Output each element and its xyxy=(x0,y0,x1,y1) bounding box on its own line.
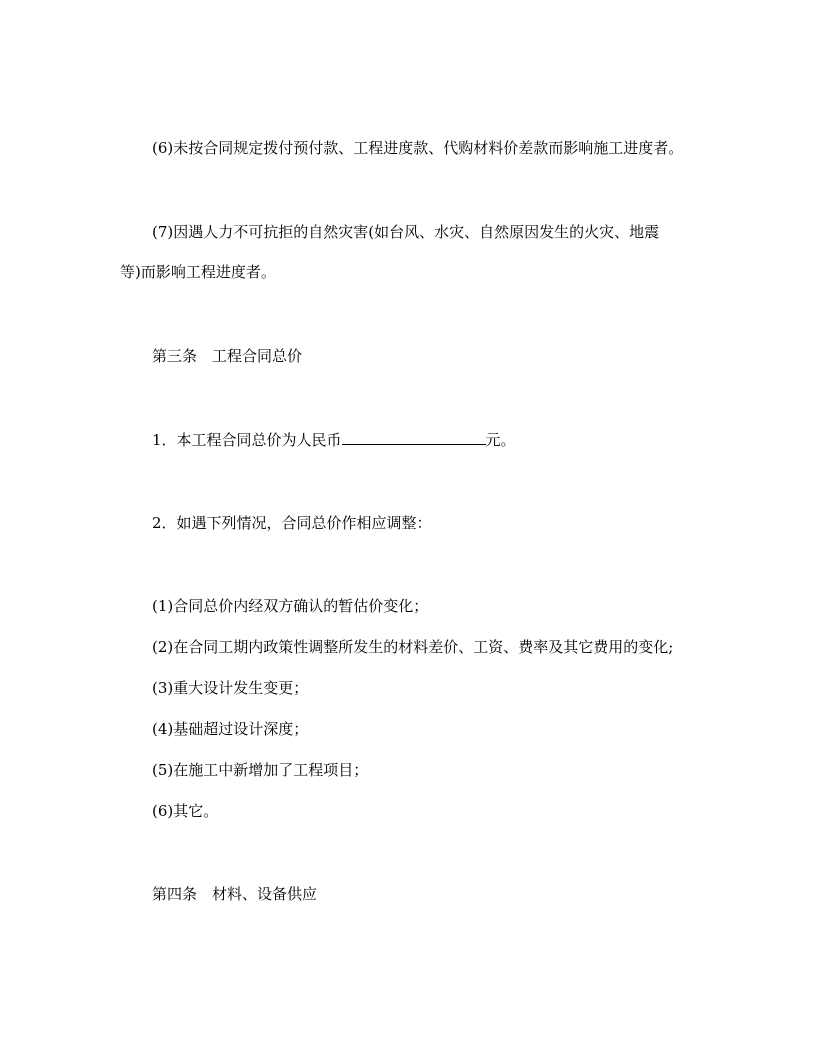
condition-item-1: (1)合同总价内经双方确认的暂估价变化； xyxy=(152,597,429,615)
article-3-heading: 第三条 工程合同总价 xyxy=(152,347,303,365)
article-3-clause-1 xyxy=(152,430,516,450)
paragraph-item-6: (6)未按合同规定拨付预付款、工程进度款、代购材料价差款而影响施工进度者。 xyxy=(152,139,684,157)
article-4-heading: 第四条 材料、设备供应 xyxy=(152,885,318,903)
condition-item-2: (2)在合同工期内政策性调整所发生的材料差价、工资、费率及其它费用的变化; xyxy=(152,638,674,656)
clause-1-prefix: 1．本工程合同总价为人民币 xyxy=(152,431,342,449)
paragraph-item-7-line1: (7)因遇人力不可抗拒的自然灾害(如台风、水灾、自然原因发生的火灾、地震 xyxy=(152,223,660,241)
clause-1-suffix: 元。 xyxy=(485,431,516,449)
condition-item-6: (6)其它。 xyxy=(152,802,219,820)
condition-item-3: (3)重大设计发生变更； xyxy=(152,679,309,697)
condition-item-4: (4)基础超过设计深度； xyxy=(152,720,309,738)
amount-blank xyxy=(342,430,486,445)
article-3-clause-2: 2．如遇下列情况，合同总价作相应调整： xyxy=(152,514,432,532)
paragraph-item-7-line2: 等)而影响工程进度者。 xyxy=(120,263,276,281)
condition-item-5: (5)在施工中新增加了工程项目； xyxy=(152,761,369,779)
